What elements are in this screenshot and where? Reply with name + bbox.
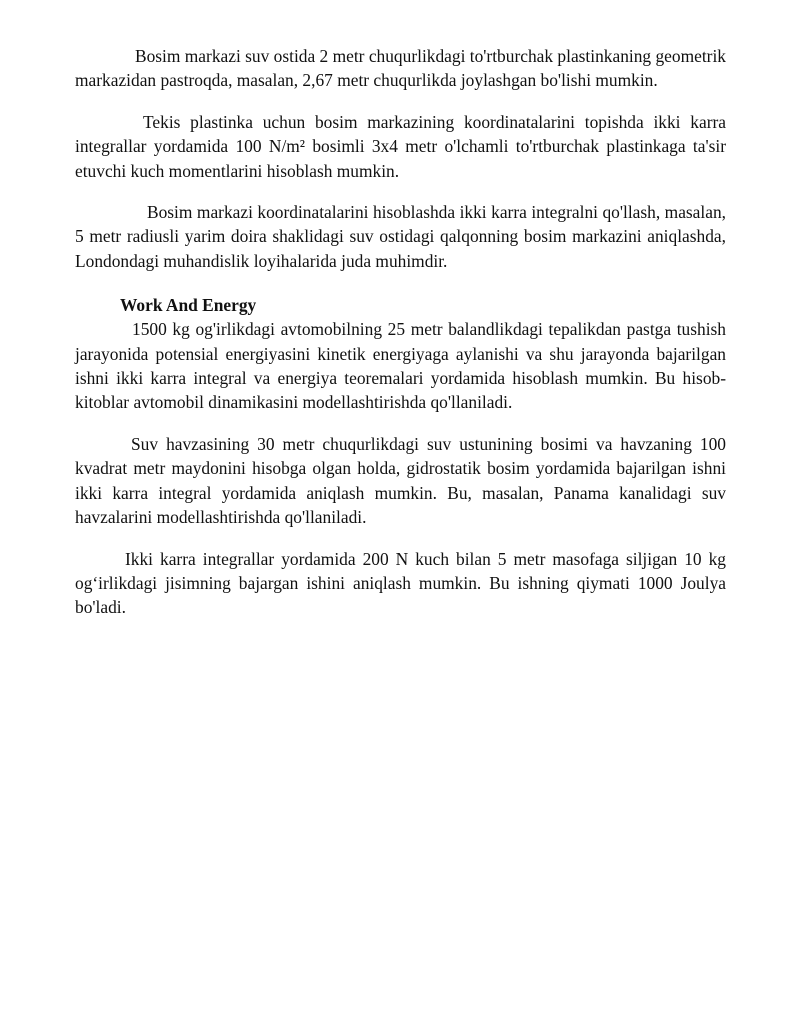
section-heading: Work And Energy bbox=[120, 295, 257, 316]
document-page bbox=[75, 44, 726, 620]
paragraph-car-energy: 1500 kg og'irlikdagi avtomobilning 25 metr balandlikdagi tepalikdan pastga tushish jarayonida potensial energiyasini kinetik energiyaga aylanishi va shu jarayonda bajarilgan ishni ikki karra integral va energiya teoremalari yordamida hisoblash mumkin. Bu hisob-kitoblar avtomobil dinamikasini modellashtirishda qo'llaniladi. bbox=[75, 319, 726, 413]
paragraph-pressure-center-depth: Bosim markazi suv ostida 2 metr chuqurlikdagi to'rtburchak plastinkaning geometrik markazidan pastroqda, masalan, 2,67 metr chuqurlikda joylashgan bo'lishi mumkin. bbox=[75, 46, 726, 91]
paragraph-water-basin-work: Suv havzasining 30 metr chuqurlikdagi suv ustunining bosimi va havzaning 100 kvadrat metr maydonini hisobga olgan holda, gidrostatik bosim yordamida bajarilgan ishni ikki karra integral yordamida aniqlash mumkin. Bu, masalan, Panama kanalidagi suv havzalarini modellashtirishda qo'llaniladi. bbox=[75, 433, 726, 528]
paragraph-force-work: Ikki karra integrallar yordamida 200 N kuch bilan 5 metr masofaga siljigan 10 kg og‘irlikdagi jisimning bajargan ishini aniqlash mumkin. Bu ishning qiymati 1000 Joulya bo'ladi. bbox=[75, 548, 726, 618]
paragraph-semicircle-shield: Bosim markazi koordinatalarini hisoblashda ikki karra integralni qo'llash, masalan, 5 metr radiusli yarim doira shaklidagi suv ostidagi qalqonning bosim markazini aniqlashda, Londondagi muhandislik loyihalarida juda muhimdir. bbox=[75, 202, 726, 271]
paragraph-flat-plate-moments: Tekis plastinka uchun bosim markazining koordinatalarini topishda ikki karra integrallar yordamida 100 N/m² bosimli 3x4 metr o'lchamli to'rtburchak plastinkaga ta'sir etuvchi kuch momentlarini hisoblash mumkin. bbox=[75, 111, 726, 181]
